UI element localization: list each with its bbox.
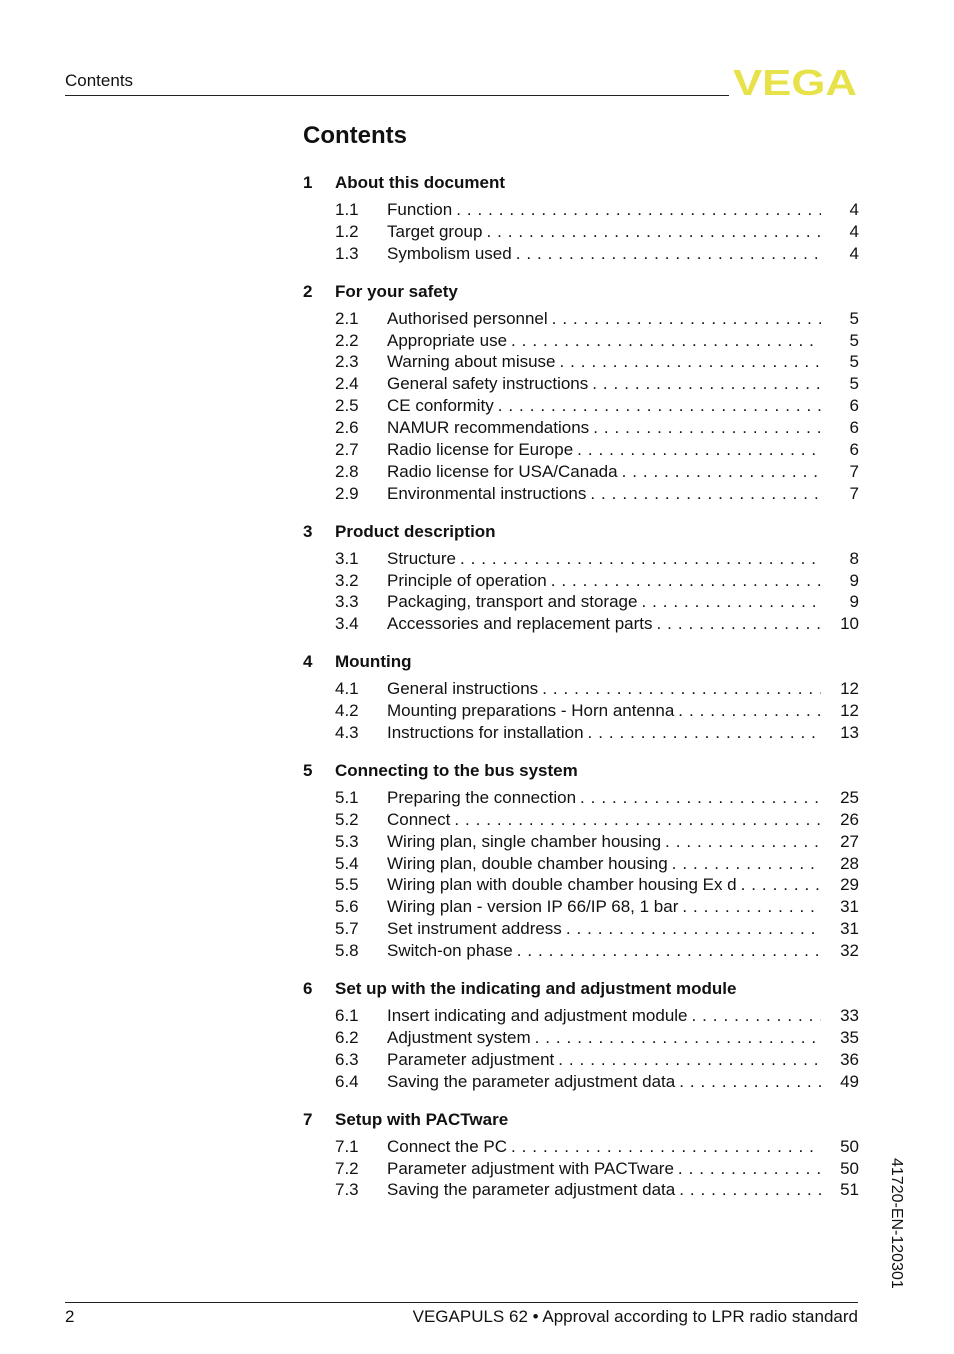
entry-number: 6.1 — [335, 1006, 359, 1026]
toc-entry[interactable] — [303, 1005, 859, 1027]
dot-leader — [548, 308, 821, 330]
toc-entry[interactable] — [303, 199, 859, 221]
dot-leader — [494, 395, 821, 417]
entry-title: Saving the parameter adjustment data — [387, 1180, 676, 1200]
section-number: 5 — [303, 760, 313, 780]
entry-title: NAMUR recommendations — [387, 418, 590, 438]
section-number: 7 — [303, 1109, 313, 1129]
entry-title: Parameter adjustment with PACTware — [387, 1158, 674, 1178]
toc-entry[interactable] — [303, 570, 859, 592]
entry-number: 4.1 — [335, 679, 359, 699]
dot-leader — [507, 1136, 821, 1158]
toc-entry[interactable] — [303, 678, 859, 700]
entry-title: Wiring plan with double chamber housing Ex d — [387, 875, 737, 895]
toc-entry[interactable] — [303, 308, 859, 330]
entry-number: 3.1 — [335, 548, 359, 568]
dot-leader — [450, 809, 821, 831]
dot-leader — [675, 1071, 821, 1093]
toc-section — [303, 280, 859, 505]
toc-section-heading[interactable] — [303, 280, 859, 304]
dot-leader — [547, 570, 821, 592]
entry-page-number: 28 — [840, 853, 859, 873]
toc-entry[interactable] — [303, 940, 859, 962]
entry-title: Connect — [387, 809, 451, 829]
footer-page-number: 2 — [65, 1307, 75, 1326]
entry-number: 3.3 — [335, 592, 359, 612]
entry-page-number: 5 — [849, 330, 859, 350]
dot-leader — [576, 787, 821, 809]
entry-title: Symbolism used — [387, 243, 512, 263]
entry-title: Function — [387, 200, 453, 219]
toc-entry[interactable] — [303, 1136, 859, 1158]
entry-page-number: 51 — [840, 1180, 859, 1200]
toc-section — [303, 759, 859, 962]
entry-number: 5.5 — [335, 875, 359, 895]
entry-page-number: 5 — [849, 308, 859, 328]
section-title: Setup with PACTware — [335, 1109, 509, 1129]
entry-title: Parameter adjustment — [387, 1049, 555, 1069]
entry-page-number: 50 — [840, 1158, 859, 1178]
entry-page-number: 12 — [840, 679, 859, 699]
document-number: 41720-EN-120301 — [888, 1158, 905, 1289]
toc-section-heading[interactable] — [303, 977, 859, 1001]
dot-leader — [538, 678, 821, 700]
entry-title: Insert indicating and adjustment module — [387, 1006, 688, 1026]
entry-page-number: 6 — [849, 418, 859, 438]
dot-leader — [588, 373, 821, 395]
entry-number: 4.3 — [335, 723, 359, 743]
dot-leader — [586, 483, 821, 505]
entry-title: Set instrument address — [387, 919, 562, 939]
entry-page-number: 31 — [840, 897, 859, 917]
entry-number: 5.1 — [335, 787, 359, 807]
dot-leader — [737, 874, 821, 896]
toc-section — [303, 650, 859, 744]
section-number: 1 — [303, 173, 313, 192]
dot-leader — [482, 221, 821, 243]
entry-title: Target group — [387, 221, 483, 241]
dot-leader — [688, 1005, 821, 1027]
section-number: 2 — [303, 281, 313, 301]
dot-leader — [678, 896, 821, 918]
entry-page-number: 6 — [849, 396, 859, 416]
entry-page-number: 13 — [840, 723, 859, 743]
toc-entry[interactable] — [303, 591, 859, 613]
section-number: 4 — [303, 652, 313, 672]
dot-leader — [556, 351, 821, 373]
entry-title: Appropriate use — [387, 330, 508, 350]
entry-number: 2.5 — [335, 396, 359, 416]
entry-number: 2.2 — [335, 330, 359, 350]
entry-page-number: 7 — [849, 461, 859, 481]
entry-page-number: 32 — [840, 941, 859, 961]
entry-number: 2.9 — [335, 483, 359, 503]
entry-title: CE conformity — [387, 396, 494, 416]
vega-logo — [733, 66, 859, 98]
entry-page-number: 7 — [849, 483, 859, 503]
toc-entry[interactable] — [303, 221, 859, 243]
dot-leader — [513, 940, 821, 962]
entry-page-number: 26 — [840, 809, 859, 829]
toc-section-heading[interactable] — [303, 171, 859, 195]
entry-page-number: 12 — [840, 701, 859, 721]
toc-entry[interactable] — [303, 461, 859, 483]
page-title: Contents — [303, 122, 407, 149]
toc-entry[interactable] — [303, 700, 859, 722]
entry-title: Warning about misuse — [387, 352, 556, 372]
dot-leader — [589, 417, 821, 439]
dot-leader — [554, 1049, 821, 1071]
toc-entry[interactable] — [303, 787, 859, 809]
entry-title: Saving the parameter adjustment data — [387, 1071, 676, 1091]
entry-title: Adjustment system — [387, 1027, 531, 1047]
toc-entry[interactable] — [303, 853, 859, 875]
entry-title: Principle of operation — [387, 570, 547, 590]
toc-section-heading[interactable] — [303, 650, 859, 674]
entry-title: Radio license for Europe — [387, 440, 574, 460]
toc-section — [303, 520, 859, 636]
entry-page-number: 9 — [849, 570, 859, 590]
entry-number: 6.3 — [335, 1049, 359, 1069]
dot-leader — [674, 700, 821, 722]
dot-leader — [573, 439, 821, 461]
entry-title: Connect the PC — [387, 1136, 508, 1156]
header-rule — [65, 95, 729, 96]
entry-title: Instructions for installation — [387, 723, 584, 743]
dot-leader — [674, 1158, 821, 1180]
entry-title: Environmental instructions — [387, 483, 587, 503]
toc-entry[interactable] — [303, 722, 859, 744]
entry-title: Packaging, transport and storage — [387, 592, 638, 612]
section-title: Connecting to the bus system — [335, 760, 578, 780]
toc-entry[interactable] — [303, 351, 859, 373]
toc-section — [303, 977, 859, 1093]
entry-number: 1.1 — [335, 200, 359, 219]
entry-title: Accessories and replacement parts — [387, 614, 653, 634]
entry-page-number: 36 — [840, 1049, 859, 1069]
entry-page-number: 5 — [849, 374, 859, 394]
entry-number: 5.8 — [335, 941, 359, 961]
entry-page-number: 10 — [840, 614, 859, 634]
section-title: For your safety — [335, 281, 458, 301]
entry-number: 7.1 — [335, 1136, 359, 1156]
dot-leader — [531, 1027, 821, 1049]
entry-page-number: 49 — [840, 1071, 859, 1091]
dot-leader — [584, 722, 821, 744]
entry-page-number: 9 — [849, 592, 859, 612]
footer-title: VEGAPULS 62 • Approval according to LPR radio standard — [412, 1307, 858, 1326]
header-label: Contents — [65, 71, 134, 90]
toc-section-heading[interactable] — [303, 759, 859, 783]
dot-leader — [512, 243, 821, 265]
entry-title: Wiring plan, single chamber housing — [387, 831, 662, 851]
entry-page-number: 31 — [840, 919, 859, 939]
entry-title: Wiring plan, double chamber housing — [387, 853, 668, 873]
entry-page-number: 4 — [849, 200, 859, 219]
entry-number: 5.6 — [335, 897, 359, 917]
entry-title: Wiring plan - version IP 66/IP 68, 1 bar — [387, 897, 679, 917]
entry-number: 5.2 — [335, 809, 359, 829]
toc-section — [303, 1108, 859, 1202]
toc-entry[interactable] — [303, 613, 859, 635]
entry-page-number: 35 — [840, 1027, 859, 1047]
entry-title: Mounting preparations - Horn antenna — [387, 701, 675, 721]
entry-title: Structure — [387, 548, 456, 568]
dot-leader — [456, 548, 821, 570]
toc-entry[interactable] — [303, 809, 859, 831]
entry-number: 2.3 — [335, 352, 359, 372]
toc-section — [303, 171, 859, 265]
entry-number: 2.6 — [335, 418, 359, 438]
entry-number: 4.2 — [335, 701, 359, 721]
dot-leader — [618, 461, 821, 483]
toc-entry[interactable] — [303, 1179, 859, 1201]
entry-page-number: 29 — [840, 875, 859, 895]
toc-entry[interactable] — [303, 417, 859, 439]
entry-page-number: 33 — [840, 1006, 859, 1026]
entry-number: 2.4 — [335, 374, 359, 394]
toc-entry[interactable] — [303, 896, 859, 918]
entry-number: 3.2 — [335, 570, 359, 590]
toc-entry[interactable] — [303, 1049, 859, 1071]
toc-entry[interactable] — [303, 1071, 859, 1093]
section-title: About this document — [335, 173, 505, 192]
entry-number: 1.2 — [335, 221, 359, 241]
entry-title: Preparing the connection — [387, 787, 577, 807]
toc-entry[interactable] — [303, 831, 859, 853]
section-title: Set up with the indicating and adjustment module — [335, 979, 737, 999]
entry-page-number: 27 — [840, 831, 859, 851]
entry-number: 2.1 — [335, 308, 359, 328]
toc-entry[interactable] — [303, 373, 859, 395]
toc-entry[interactable] — [303, 1027, 859, 1049]
dot-leader — [452, 199, 821, 221]
dot-leader — [675, 1179, 821, 1201]
entry-number: 7.3 — [335, 1180, 359, 1200]
entry-number: 5.4 — [335, 853, 359, 873]
entry-title: Radio license for USA/Canada — [387, 461, 618, 481]
entry-page-number: 5 — [849, 352, 859, 372]
dot-leader — [653, 613, 821, 635]
toc-entry[interactable] — [303, 483, 859, 505]
entry-number: 3.4 — [335, 614, 359, 634]
footer-rule — [65, 1302, 858, 1303]
toc-entry[interactable] — [303, 548, 859, 570]
toc-entry[interactable] — [303, 330, 859, 352]
entry-number: 5.3 — [335, 831, 359, 851]
entry-number: 1.3 — [335, 243, 359, 263]
entry-page-number: 4 — [849, 221, 859, 241]
toc-section-heading[interactable] — [303, 1108, 859, 1132]
section-title: Product description — [335, 521, 496, 541]
entry-page-number: 4 — [849, 243, 859, 263]
entry-number: 5.7 — [335, 919, 359, 939]
entry-number: 2.7 — [335, 440, 359, 460]
entry-number: 6.2 — [335, 1027, 359, 1047]
toc-entry[interactable] — [303, 874, 859, 896]
toc-entry[interactable] — [303, 918, 859, 940]
toc-entry[interactable] — [303, 439, 859, 461]
entry-title: Switch-on phase — [387, 941, 513, 961]
entry-page-number: 6 — [849, 440, 859, 460]
vega-logo-text: VEGA — [733, 66, 857, 98]
toc-entry[interactable] — [303, 395, 859, 417]
section-number: 6 — [303, 979, 313, 999]
section-number: 3 — [303, 521, 313, 541]
section-title: Mounting — [335, 652, 412, 672]
entry-title: General safety instructions — [387, 374, 589, 394]
entry-title: General instructions — [387, 679, 539, 699]
dot-leader — [661, 831, 821, 853]
dot-leader — [507, 330, 821, 352]
toc-entry[interactable] — [303, 1158, 859, 1180]
toc-section-heading[interactable] — [303, 520, 859, 544]
table-of-contents — [303, 171, 859, 1216]
entry-page-number: 25 — [840, 787, 859, 807]
dot-leader — [637, 591, 821, 613]
dot-leader — [668, 853, 821, 875]
entry-title: Authorised personnel — [387, 308, 548, 328]
entry-number: 6.4 — [335, 1071, 359, 1091]
entry-page-number: 50 — [840, 1136, 859, 1156]
dot-leader — [562, 918, 821, 940]
entry-page-number: 8 — [849, 548, 859, 568]
entry-number: 7.2 — [335, 1158, 359, 1178]
toc-entry[interactable] — [303, 243, 859, 265]
entry-number: 2.8 — [335, 461, 359, 481]
